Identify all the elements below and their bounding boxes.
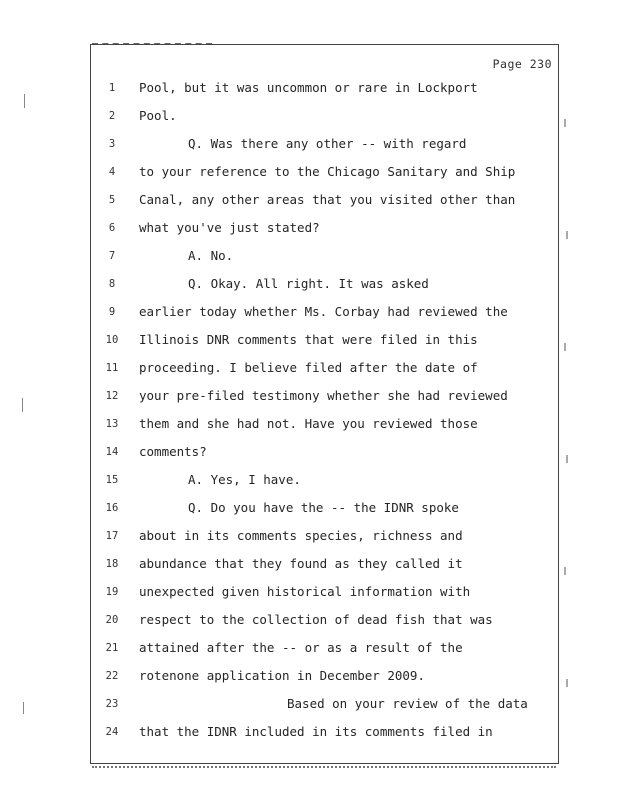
line-number: 22 xyxy=(105,670,119,682)
line-number: 20 xyxy=(105,614,119,626)
line-text: earlier today whether Ms. Corbay had reviewed the xyxy=(139,304,508,319)
line-text: them and she had not. Have you reviewed those xyxy=(139,416,478,431)
line-number: 12 xyxy=(105,390,119,402)
line-text: that the IDNR included in its comments filed in xyxy=(139,724,493,739)
transcript-line-18 xyxy=(90,553,558,575)
line-text: rotenone application in December 2009. xyxy=(139,668,425,683)
line-number: 10 xyxy=(105,334,119,346)
transcript-line-20 xyxy=(90,609,558,631)
transcript-line-2 xyxy=(90,105,558,127)
line-number: 13 xyxy=(105,418,119,430)
line-text: unexpected given historical information with xyxy=(139,584,471,599)
line-text: your pre-filed testimony whether she had reviewed xyxy=(139,388,508,403)
right-margin-mark xyxy=(564,567,566,575)
line-number: 21 xyxy=(105,642,119,654)
transcript-line-8 xyxy=(90,273,558,295)
line-number: 8 xyxy=(108,278,116,290)
transcript-line-17 xyxy=(90,525,558,547)
line-text: Q. Do you have the -- the IDNR spoke xyxy=(188,500,459,515)
transcript-line-7 xyxy=(90,245,558,267)
line-text: attained after the -- or as a result of the xyxy=(139,640,463,655)
transcript-line-5 xyxy=(90,189,558,211)
line-number: 5 xyxy=(108,194,116,206)
line-text: abundance that they found as they called it xyxy=(139,556,463,571)
line-number: 11 xyxy=(105,362,119,374)
line-number: 15 xyxy=(105,474,119,486)
transcript-line-19 xyxy=(90,581,558,603)
transcript-line-24 xyxy=(90,721,558,743)
transcript-line-3 xyxy=(90,133,558,155)
line-text: about in its comments species, richness and xyxy=(139,528,463,543)
line-number: 19 xyxy=(105,586,119,598)
line-text: A. No. xyxy=(188,248,234,263)
line-number: 23 xyxy=(105,698,119,710)
transcript-line-11 xyxy=(90,357,558,379)
left-margin-mark xyxy=(24,94,25,108)
line-text: A. Yes, I have. xyxy=(188,472,301,487)
right-margin-mark xyxy=(564,343,566,351)
line-number: 18 xyxy=(105,558,119,570)
line-text: proceeding. I believe filed after the date of xyxy=(139,360,478,375)
transcript-line-10 xyxy=(90,329,558,351)
transcript-line-1 xyxy=(90,77,558,99)
line-number: 2 xyxy=(108,110,116,122)
line-number: 4 xyxy=(108,166,116,178)
line-text: Q. Okay. All right. It was asked xyxy=(188,276,429,291)
line-text: Pool, but it was uncommon or rare in Lockport xyxy=(139,80,478,95)
line-text: comments? xyxy=(139,444,207,459)
right-margin-mark xyxy=(566,455,568,463)
line-text: Pool. xyxy=(139,108,177,123)
transcript-line-9 xyxy=(90,301,558,323)
line-number: 17 xyxy=(105,530,119,542)
right-margin-mark xyxy=(566,679,568,687)
transcript-line-12 xyxy=(90,385,558,407)
line-number: 9 xyxy=(108,306,116,318)
left-margin-mark xyxy=(22,398,23,412)
line-text: what you've just stated? xyxy=(139,220,320,235)
transcript-line-4 xyxy=(90,161,558,183)
line-text: respect to the collection of dead fish that was xyxy=(139,612,493,627)
transcript-line-23 xyxy=(90,693,558,715)
line-number: 1 xyxy=(108,82,116,94)
transcript-line-21 xyxy=(90,637,558,659)
line-number: 7 xyxy=(108,250,116,262)
line-number: 16 xyxy=(105,502,119,514)
left-margin-mark xyxy=(23,702,24,714)
page-number: Page 230 xyxy=(492,57,552,71)
transcript-line-13 xyxy=(90,413,558,435)
line-number: 14 xyxy=(105,446,119,458)
right-margin-mark xyxy=(566,231,568,239)
line-number: 24 xyxy=(105,726,119,738)
transcript-line-22 xyxy=(90,665,558,687)
transcript-line-14 xyxy=(90,441,558,463)
line-text: to your reference to the Chicago Sanitary and Ship xyxy=(139,164,516,179)
transcript-line-15 xyxy=(90,469,558,491)
bottom-scan-rule xyxy=(92,766,556,768)
line-text: Illinois DNR comments that were filed in this xyxy=(139,332,478,347)
transcript-line-16 xyxy=(90,497,558,519)
right-margin-mark xyxy=(564,119,566,127)
line-number: 3 xyxy=(108,138,116,150)
line-number: 6 xyxy=(108,222,116,234)
line-text: Based on your review of the data xyxy=(287,696,528,711)
line-text: Canal, any other areas that you visited other than xyxy=(139,192,516,207)
line-text: Q. Was there any other -- with regard xyxy=(188,136,467,151)
transcript-line-6 xyxy=(90,217,558,239)
